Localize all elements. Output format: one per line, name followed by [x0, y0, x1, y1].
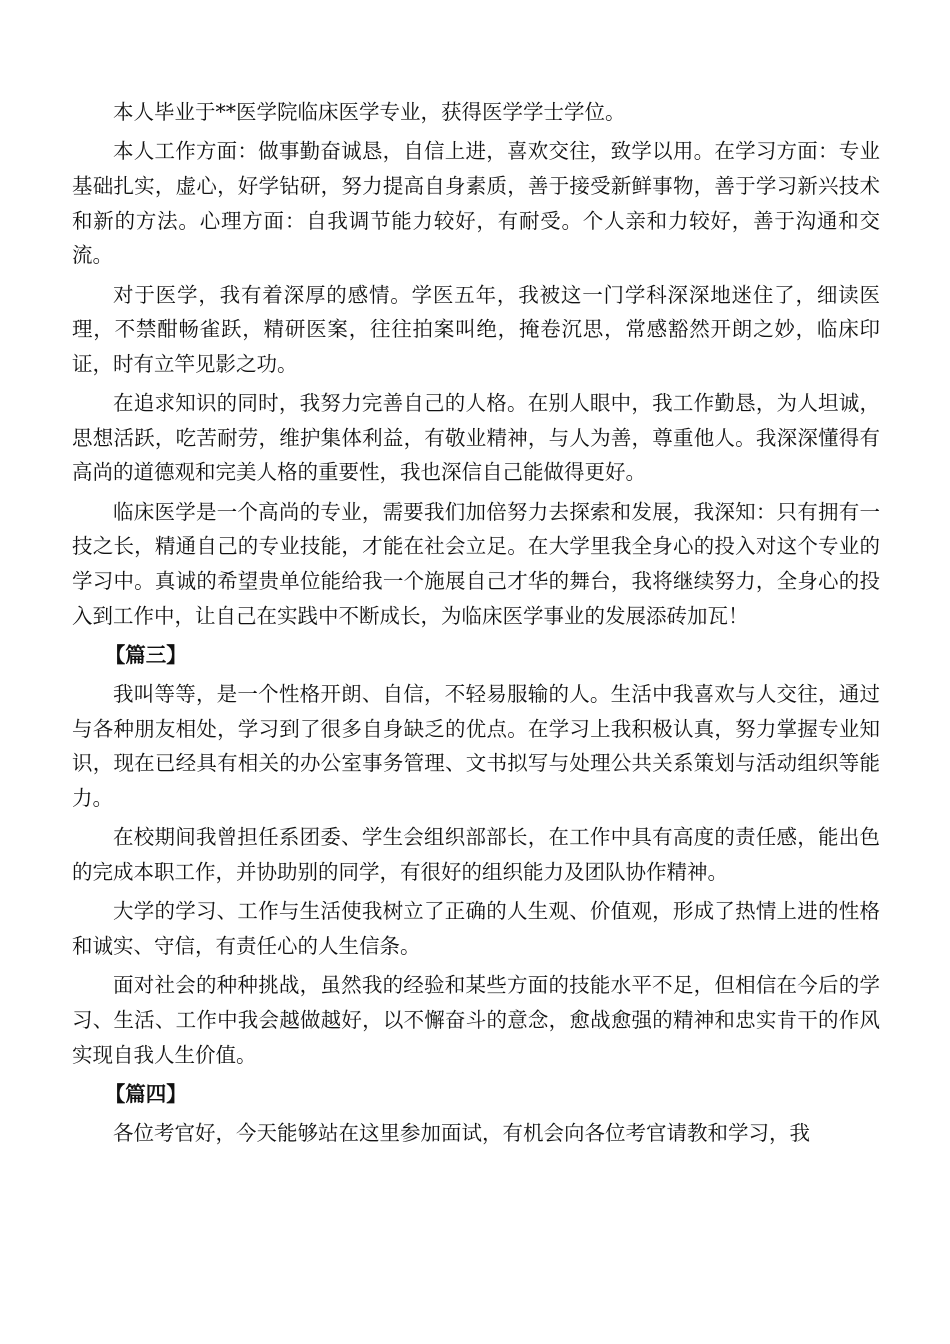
paragraph-work-study: 本人工作方面：做事勤奋诚恳，自信上进，喜欢交往，致学以用。在学习方面：专业基础扎实，虚心，好学钻研，努力提高自身素质，善于接受新鲜事物，善于学习新兴技术和新的方法。心理方面：自我调节能力较好，有耐受。个人亲和力较好，善于沟通和交流。: [72, 139, 880, 268]
document-body: [72, 95, 880, 1156]
section-heading-three: 【篇三】: [104, 642, 187, 667]
paragraph-personality: 在追求知识的同时，我努力完善自己的人格。在别人眼中，我工作勤恳，为人坦诚，思想活跃，吃苦耐劳，维护集体利益，有敬业精神，与人为善，尊重他人。我深深懂得有高尚的道德观和完美人格的重要性，我也深信自己能做得更好。: [72, 391, 880, 485]
paragraph-interview-greeting: 各位考官好，今天能够站在这里参加面试，有机会向各位考官请教和学习，我: [113, 1121, 810, 1146]
paragraph-campus-role: 在校期间我曾担任系团委、学生会组织部部长，在工作中具有高度的责任感，能出色的完成本职工作，并协助别的同学，有很好的组织能力及团队协作精神。: [72, 825, 880, 885]
paragraph-clinical-goal: 临床医学是一个高尚的专业，需要我们加倍努力去探索和发展，我深知：只有拥有一技之长，精通自己的专业技能，才能在社会立足。在大学里我全身心的投入对这个专业的学习中。真诚的希望贵单位能给我一个施展自己才华的舞台，我将继续努力，全身心的投入到工作中，让自己在实践中不断成长，为临床医学事业的发展添砖加瓦！: [72, 499, 880, 628]
section-heading-four: 【篇四】: [104, 1082, 187, 1106]
paragraph-medicine-passion: 对于医学，我有着深厚的感情。学医五年，我被这一门学科深深地迷住了，细读医理，不禁酣畅雀跃，精研医案，往往拍案叫绝，掩卷沉思，常感豁然开朗之妙，临床印证，时有立竿见影之功。: [72, 282, 880, 376]
paragraph-challenges: 面对社会的种种挑战，虽然我的经验和某些方面的技能水平不足，但相信在今后的学习、生活、工作中我会越做越好，以不懈奋斗的意念，愈战愈强的精神和忠实肯干的作风实现自我人生价值。: [72, 973, 880, 1067]
paragraph-graduation: 本人毕业于**医学院临床医学专业，获得医学学士学位。: [113, 100, 626, 124]
paragraph-values: 大学的学习、工作与生活使我树立了正确的人生观、价值观，形成了热情上进的性格和诚实、守信，有责任心的人生信条。: [72, 899, 880, 959]
paragraph-self-intro: 我叫等等，是一个性格开朗、自信，不轻易服输的人。生活中我喜欢与人交往，通过与各种朋友相处，学习到了很多自身缺乏的优点。在学习上我积极认真，努力掌握专业知识，现在已经具有相关的办公室事务管理、文书拟写与处理公共关系策划与活动组织等能力。: [72, 682, 880, 811]
